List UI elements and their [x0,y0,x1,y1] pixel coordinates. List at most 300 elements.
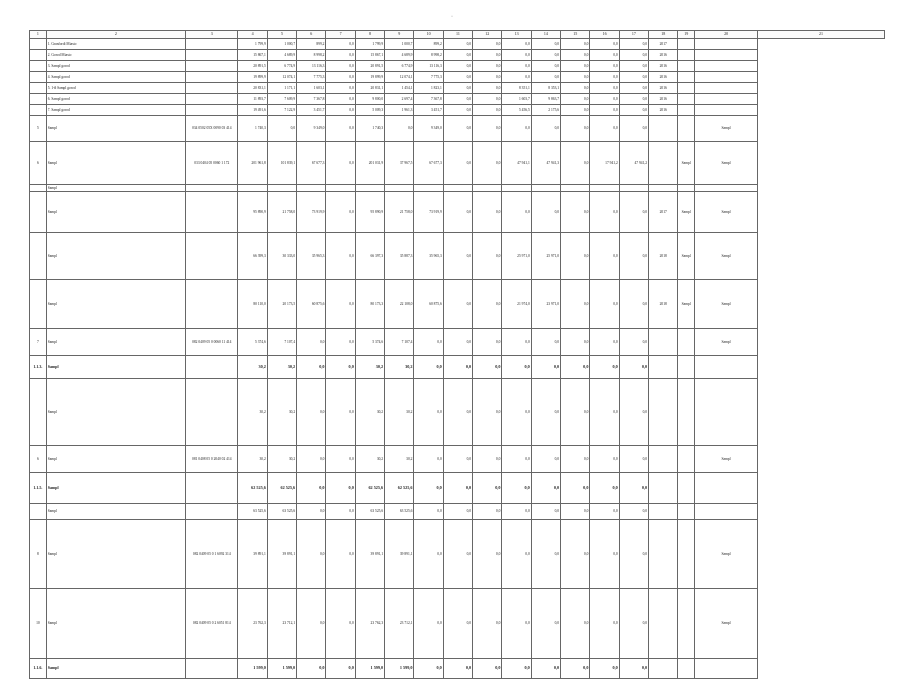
responsible-note: Sampl [695,520,758,589]
row-name: Sampl [46,185,185,192]
value-cell: 0,0 [473,233,502,280]
value-cell: 80 173,3 [355,280,384,329]
year-cell [649,379,678,446]
budget-code [186,504,238,520]
row-index: 1.1.5. [30,473,47,504]
value-cell: 0,0 [502,329,531,356]
value-cell: 0,0 [561,83,590,94]
value-cell: 0,0 [326,192,355,233]
value-cell: 0,0 [297,659,326,679]
value-cell: 15 867,1 [238,50,267,61]
value-cell: 0,0 [531,116,560,142]
value-cell: 20 891,5 [238,61,267,72]
section-row [30,659,885,679]
table-row [30,185,885,192]
value-cell: 7 367,8 [297,94,326,105]
organization-note [678,61,695,72]
value-cell: 1 000,7 [385,39,414,50]
budget-code [186,233,238,280]
column-header: 15 [561,31,590,39]
value-cell: 0,0 [414,356,443,379]
organization-note [678,39,695,50]
value-cell: 47 941,3 [531,142,560,185]
row-index [30,72,47,83]
value-cell: 30,2 [267,446,296,473]
value-cell: 23 762,3 [238,589,267,659]
value-cell: 0,0 [502,379,531,446]
table-row [30,520,885,589]
value-cell: 0,0 [267,116,296,142]
value-cell: 0,0 [590,329,619,356]
value-cell: 0,0 [561,589,590,659]
value-cell: 0,0 [297,473,326,504]
row-index [30,50,47,61]
value-cell: 0,0 [531,329,560,356]
budget-code [186,61,238,72]
value-cell: 201 031,9 [355,142,384,185]
value-cell: 0,0 [443,504,472,520]
value-cell: 0,0 [619,72,648,83]
value-cell: 0,0 [619,192,648,233]
value-cell: 0,0 [473,329,502,356]
value-cell: 63 525,6 [267,504,296,520]
row-name: Sampl [46,379,185,446]
value-cell: 15 867,1 [355,50,384,61]
column-header: 5 [267,31,296,39]
value-cell: 0,0 [531,192,560,233]
year-cell: 2017 [649,192,678,233]
value-cell: 30,2 [385,379,414,446]
value-cell: 0,0 [473,83,502,94]
value-cell: 899,2 [297,39,326,50]
value-cell: 63 525,6 [355,504,384,520]
value-cell [619,185,648,192]
row-index [30,39,47,50]
value-cell: 0,0 [590,39,619,50]
value-cell: 4 689,9 [267,50,296,61]
value-cell: 30,2 [267,356,296,379]
value-cell: 0,0 [531,50,560,61]
value-cell: 0,0 [561,356,590,379]
value-cell: 19 899,9 [355,72,384,83]
value-cell: 8 998,2 [297,50,326,61]
value-cell: 0,0 [502,72,531,83]
value-cell: 0,0 [297,504,326,520]
budget-code: 082 0409 05 0 0060 11 414 [186,329,238,356]
row-name: Sampl [46,504,185,520]
value-cell: 6 774,9 [385,61,414,72]
value-cell: 1 603,1 [297,83,326,94]
budget-code [186,72,238,83]
budget-code: 082 0409 05 0 1 6092 314 [186,520,238,589]
value-cell: 62 525,6 [238,473,267,504]
value-cell: 0,0 [414,659,443,679]
value-cell: 0,0 [502,520,531,589]
budget-code [186,105,238,116]
value-cell: 0,0 [561,379,590,446]
budget-code [186,659,238,679]
value-cell: 2 175,6 [531,105,560,116]
year-cell [649,446,678,473]
row-name: Sampl [46,142,185,185]
year-cell [649,659,678,679]
value-cell: 9 800,0 [355,94,384,105]
value-cell: 0,0 [619,379,648,446]
value-cell: 0,0 [326,356,355,379]
value-cell: 0,0 [443,50,472,61]
year-cell: 2016 [649,50,678,61]
value-cell: 0,0 [443,473,472,504]
value-cell: 0,0 [619,50,648,61]
value-cell: 0,0 [443,116,472,142]
row-index: 6 [30,142,47,185]
value-cell: 899,2 [414,39,443,50]
value-cell: 7 122,9 [267,105,296,116]
value-cell: 19 899,9 [238,72,267,83]
value-cell: 30,2 [385,446,414,473]
budget-code [186,94,238,105]
value-cell: 0,0 [473,379,502,446]
value-cell: 7 107,4 [385,329,414,356]
value-cell: 0,0 [502,39,531,50]
value-cell: 62 525,6 [355,473,384,504]
responsible-note [695,504,758,520]
row-index: 6 [30,446,47,473]
responsible-note [695,473,758,504]
value-cell: 0,0 [590,589,619,659]
value-cell: 5 456,5 [502,105,531,116]
value-cell: 0,0 [414,473,443,504]
value-cell: 0,0 [414,446,443,473]
value-cell: 30,2 [238,446,267,473]
year-cell [649,504,678,520]
value-cell: 0,0 [502,659,531,679]
value-cell: 66 399,3 [238,233,267,280]
row-name: Sampl [46,233,185,280]
value-cell: 0,0 [443,659,472,679]
responsible-note [695,659,758,679]
value-cell: 1 454,1 [385,83,414,94]
value-cell: 0,0 [414,589,443,659]
organization-note: Sampl [678,142,695,185]
value-cell: 0,0 [326,446,355,473]
responsible-note: Sampl [695,589,758,659]
value-cell: 0,0 [531,659,560,679]
value-cell: 80 110,0 [238,280,267,329]
budget-code: 081 0408 05 0 2040 02 414 [186,446,238,473]
table-row [30,446,885,473]
value-cell: 20 831,1 [238,83,267,94]
year-cell [649,185,678,192]
row-index [30,280,47,329]
value-cell: 0,0 [473,72,502,83]
value-cell: 0,0 [443,94,472,105]
responsible-note [695,185,758,192]
value-cell: 0,0 [326,473,355,504]
value-cell: 5 009,3 [355,105,384,116]
value-cell: 12 074,1 [267,72,296,83]
value-cell: 0,0 [473,589,502,659]
value-cell: 0,0 [443,72,472,83]
column-header: 11 [443,31,472,39]
value-cell: 20 831,1 [355,83,384,94]
value-cell: 23 712,1 [385,589,414,659]
column-header: 21 [758,31,885,39]
value-cell: 0,0 [326,504,355,520]
value-cell [355,185,384,192]
row-index [30,83,47,94]
value-cell: 0,0 [590,280,619,329]
value-cell: 0,0 [561,50,590,61]
value-cell: 0,0 [531,446,560,473]
row-index [30,61,47,72]
row-index [30,192,47,233]
responsible-note [695,105,758,116]
budget-code [186,356,238,379]
value-cell: 0,0 [502,50,531,61]
row-index: 5 [30,116,47,142]
value-cell: 30,2 [355,356,384,379]
value-cell: 0,0 [590,356,619,379]
value-cell [385,185,414,192]
value-cell: 1 599,0 [267,659,296,679]
budget-code: 082 0409 05 0 2 6051 814 [186,589,238,659]
value-cell: 23 762,3 [355,589,384,659]
value-cell: 47 941,1 [502,142,531,185]
value-cell: 11 893,7 [238,94,267,105]
value-cell: 0,0 [443,142,472,185]
value-cell: 0,0 [531,520,560,589]
value-cell: 30,2 [385,356,414,379]
row-index [30,185,47,192]
column-header: 8 [355,31,384,39]
value-cell: 60 875,6 [297,280,326,329]
value-cell: 0,0 [326,280,355,329]
organization-note [678,94,695,105]
value-cell: 0,0 [619,520,648,589]
row-index [30,379,47,446]
responsible-note [695,94,758,105]
value-cell: 0,0 [590,520,619,589]
value-cell: 0,0 [619,39,648,50]
value-cell: 0,0 [531,473,560,504]
column-header: 9 [385,31,414,39]
value-cell: 0,0 [297,379,326,446]
table-row [30,379,885,446]
value-cell: 0,0 [502,61,531,72]
value-cell: 35 965,3 [414,233,443,280]
value-cell: 0,0 [443,446,472,473]
row-name: Sampl [46,659,185,679]
value-cell: 0,0 [443,589,472,659]
value-cell: 30,2 [355,446,384,473]
value-cell: 0,0 [619,589,648,659]
value-cell: 1 171,1 [267,83,296,94]
value-cell: 67 677,3 [414,142,443,185]
year-cell [649,473,678,504]
responsible-note [695,50,758,61]
budget-code [186,50,238,61]
budget-code [186,473,238,504]
organization-note [678,116,695,142]
value-cell: 0,0 [502,473,531,504]
row-name: Sampl [46,329,185,356]
value-cell [443,185,472,192]
value-cell: 0,0 [590,473,619,504]
row-index [30,94,47,105]
value-cell: 35 965,3 [297,233,326,280]
row-index: 10 [30,589,47,659]
value-cell: 30,2 [238,356,267,379]
value-cell: 21 758,0 [385,192,414,233]
value-cell: 0,0 [326,659,355,679]
value-cell: 0,0 [590,659,619,679]
value-cell: 25 971,0 [531,233,560,280]
table-row [30,83,885,94]
value-cell: 0,0 [326,61,355,72]
value-cell: 9 349,0 [297,116,326,142]
value-cell: 0,0 [326,589,355,659]
value-cell: 0,0 [473,50,502,61]
value-cell: 0,0 [502,192,531,233]
value-cell: 1 799,9 [238,39,267,50]
row-name: Sampl [46,473,185,504]
value-cell: 0,0 [590,50,619,61]
budget-code [186,280,238,329]
organization-note: Sampl [678,280,695,329]
value-cell: 0,0 [619,105,648,116]
responsible-note: Sampl [695,116,758,142]
responsible-note: Sampl [695,329,758,356]
organization-note [678,520,695,589]
value-cell: 0,0 [326,329,355,356]
row-name: Sampl [46,280,185,329]
row-index: 1.1.6. [30,659,47,679]
value-cell: 0,0 [326,94,355,105]
value-cell: 0,0 [619,356,648,379]
responsible-note [695,72,758,83]
year-cell [649,116,678,142]
organization-note [678,83,695,94]
table-row [30,105,885,116]
row-name: 6. Sampl gorod [46,94,185,105]
value-cell: 0,0 [561,94,590,105]
row-index: 1.1.3. [30,356,47,379]
value-cell: 3 451,7 [414,105,443,116]
value-cell: 1 740,3 [238,116,267,142]
value-cell: 0,0 [619,280,648,329]
value-cell: 0,0 [414,520,443,589]
value-cell: 0,0 [502,504,531,520]
table-row [30,94,885,105]
value-cell: 0,0 [473,504,502,520]
value-cell: 63 525,6 [385,504,414,520]
year-cell: 2016 [649,61,678,72]
table-row [30,39,885,50]
value-cell: 12 074,1 [385,72,414,83]
value-cell [414,185,443,192]
organization-note [678,329,695,356]
year-cell: 2018 [649,233,678,280]
table-row [30,329,885,356]
value-cell: 0,0 [326,72,355,83]
value-cell: 0,0 [619,61,648,72]
value-cell: 1 823,1 [414,83,443,94]
value-cell: 0,0 [502,589,531,659]
value-cell: 0,0 [590,233,619,280]
value-cell: 1 740,3 [355,116,384,142]
table-row [30,589,885,659]
value-cell: 8 353,1 [531,83,560,94]
value-cell: 39 891,1 [267,520,296,589]
value-cell: 0,0 [561,280,590,329]
value-cell: 0,0 [531,356,560,379]
row-name: 4. Sampl gorod [46,72,185,83]
value-cell: 39 891,1 [355,520,384,589]
value-cell: 0,0 [619,233,648,280]
organization-note [678,50,695,61]
column-header: 6 [297,31,326,39]
value-cell: 0,0 [326,116,355,142]
header-row [30,31,885,39]
value-cell: 0,0 [590,192,619,233]
organization-note [678,473,695,504]
value-cell: 35 887,3 [385,233,414,280]
value-cell: 30,2 [238,379,267,446]
responsible-note [695,39,758,50]
value-cell: 1 000,7 [267,39,296,50]
value-cell: 0,0 [473,659,502,679]
column-header: 10 [414,31,443,39]
value-cell: 0,0 [590,105,619,116]
value-cell: 0,0 [414,329,443,356]
value-cell: 0,0 [561,446,590,473]
value-cell: 67 677,3 [297,142,326,185]
row-name: 7. Sampl gorod [46,105,185,116]
value-cell: 0,0 [561,233,590,280]
year-cell [649,356,678,379]
value-cell: 0,0 [473,192,502,233]
value-cell: 0,0 [297,520,326,589]
row-name: Sampl [46,356,185,379]
value-cell: 20 173,5 [267,280,296,329]
responsible-note [695,356,758,379]
value-cell: 0,0 [531,379,560,446]
organization-note [678,185,695,192]
value-cell: 5 374,6 [355,329,384,356]
value-cell: 7 367,8 [414,94,443,105]
value-cell [531,185,560,192]
section-row [30,473,885,504]
budget-code [186,185,238,192]
value-cell: 0,0 [326,233,355,280]
value-cell: 0,0 [531,504,560,520]
row-name: Sampl [46,589,185,659]
responsible-note: Sampl [695,280,758,329]
value-cell: 4 689,9 [385,50,414,61]
value-cell: 0,0 [590,504,619,520]
value-cell: 0,0 [590,446,619,473]
value-cell: 0,0 [590,116,619,142]
value-cell: 7 775,3 [414,72,443,83]
responsible-note: Sampl [695,446,758,473]
value-cell: 0,0 [297,329,326,356]
value-cell: 0,0 [414,504,443,520]
value-cell: 22 108,0 [385,280,414,329]
value-cell: 0,0 [590,61,619,72]
value-cell: 2 697,4 [385,94,414,105]
value-cell: 0,0 [590,83,619,94]
